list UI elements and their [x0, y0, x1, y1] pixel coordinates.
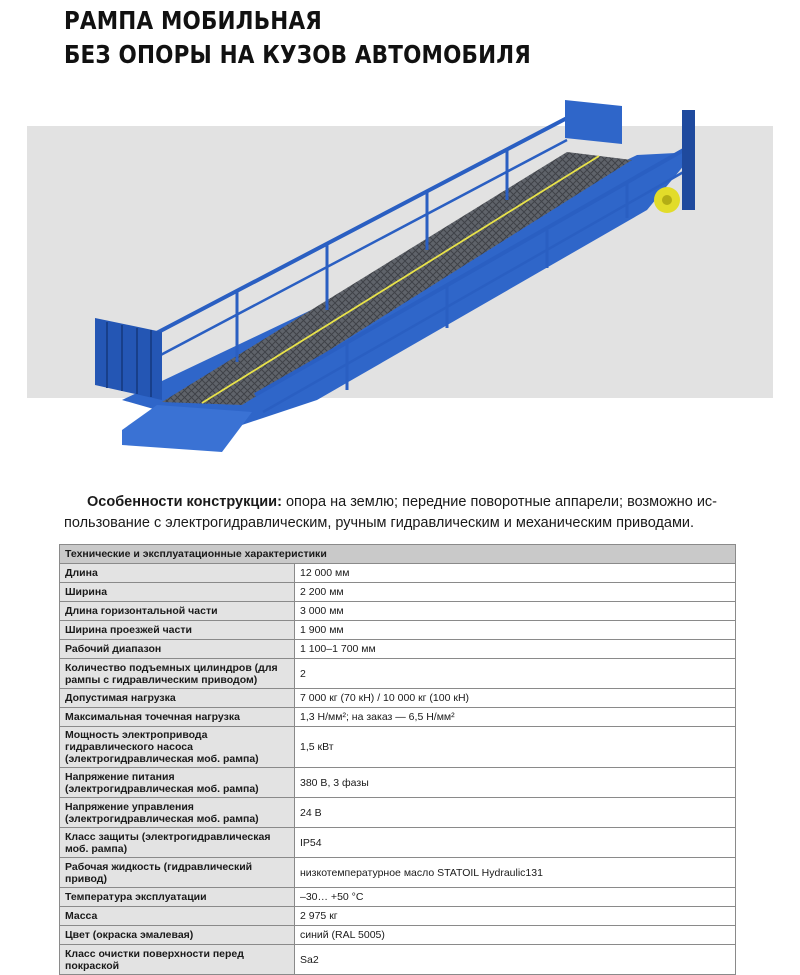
spec-name: Количество подъемных цилиндров (для рампы с гидравлическим приводом) [60, 659, 295, 689]
spec-value: –30… +50 °С [295, 888, 736, 907]
spec-name: Цвет (окраска эмалевая) [60, 926, 295, 945]
spec-name: Длина [60, 564, 295, 583]
page-title [64, 4, 531, 72]
specs-table [59, 544, 736, 975]
table-row [60, 689, 736, 708]
spec-value: 1 900 мм [295, 621, 736, 640]
spec-value: 1,3 Н/мм²; на заказ — 6,5 Н/мм² [295, 708, 736, 727]
table-row [60, 602, 736, 621]
spec-name: Длина горизонтальной части [60, 602, 295, 621]
spec-name: Рабочая жидкость (гидравлический привод) [60, 858, 295, 888]
spec-value: 12 000 мм [295, 564, 736, 583]
ramp-photo [27, 100, 773, 460]
table-row [60, 768, 736, 798]
spec-name: Ширина проезжей части [60, 621, 295, 640]
table-row [60, 888, 736, 907]
spec-value: синий (RAL 5005) [295, 926, 736, 945]
spec-value: 24 В [295, 798, 736, 828]
spec-name: Максимальная точечная нагрузка [60, 708, 295, 727]
spec-value: 2 200 мм [295, 583, 736, 602]
spec-name: Мощность электропривода гидравлического насоса (электрогидравлическая моб. рампа) [60, 727, 295, 768]
spec-value: 1 100–1 700 мм [295, 640, 736, 659]
table-row [60, 564, 736, 583]
features-label: Особенности конструкции: [87, 494, 282, 510]
spec-value: IP54 [295, 828, 736, 858]
spec-value: низкотемпературное масло STATOIL Hydraulic131 [295, 858, 736, 888]
spec-value: 380 В, 3 фазы [295, 768, 736, 798]
spec-value: 3 000 мм [295, 602, 736, 621]
spec-value: 7 000 кг (70 кН) / 10 000 кг (100 кН) [295, 689, 736, 708]
features-text: опора на землю; передние поворотные аппарели; возможно ис-пользование с электрогидравлическим, ручным гидравлическим и механическим приводами. [64, 494, 718, 531]
table-row [60, 708, 736, 727]
spec-name: Допустимая нагрузка [60, 689, 295, 708]
table-row [60, 828, 736, 858]
spec-name: Класс защиты (электрогидравлическая моб. рампа) [60, 828, 295, 858]
table-row [60, 926, 736, 945]
spec-name: Напряжение управления (электрогидравлическая моб. рампа) [60, 798, 295, 828]
specs-header: Технические и эксплуатационные характеристики [60, 545, 736, 564]
table-row [60, 858, 736, 888]
title-line-1: РАМПА МОБИЛЬНАЯ [64, 6, 322, 35]
table-row [60, 798, 736, 828]
features-paragraph [64, 492, 754, 534]
table-row [60, 659, 736, 689]
table-row [60, 640, 736, 659]
table-row [60, 727, 736, 768]
table-row [60, 907, 736, 926]
spec-value: Sa2 [295, 945, 736, 975]
title-line-2: БЕЗ ОПОРЫ НА КУЗОВ АВТОМОБИЛЯ [64, 40, 532, 69]
table-row [60, 621, 736, 640]
spec-name: Рабочий диапазон [60, 640, 295, 659]
specs-header-row [60, 545, 736, 564]
spec-value: 1,5 кВт [295, 727, 736, 768]
spec-name: Класс очистки поверхности перед покраской [60, 945, 295, 975]
spec-name: Напряжение питания (электрогидравлическая моб. рампа) [60, 768, 295, 798]
spec-name: Температура эксплуатации [60, 888, 295, 907]
table-row [60, 583, 736, 602]
spec-name: Ширина [60, 583, 295, 602]
spec-value: 2 975 кг [295, 907, 736, 926]
spec-value: 2 [295, 659, 736, 689]
spec-name: Масса [60, 907, 295, 926]
